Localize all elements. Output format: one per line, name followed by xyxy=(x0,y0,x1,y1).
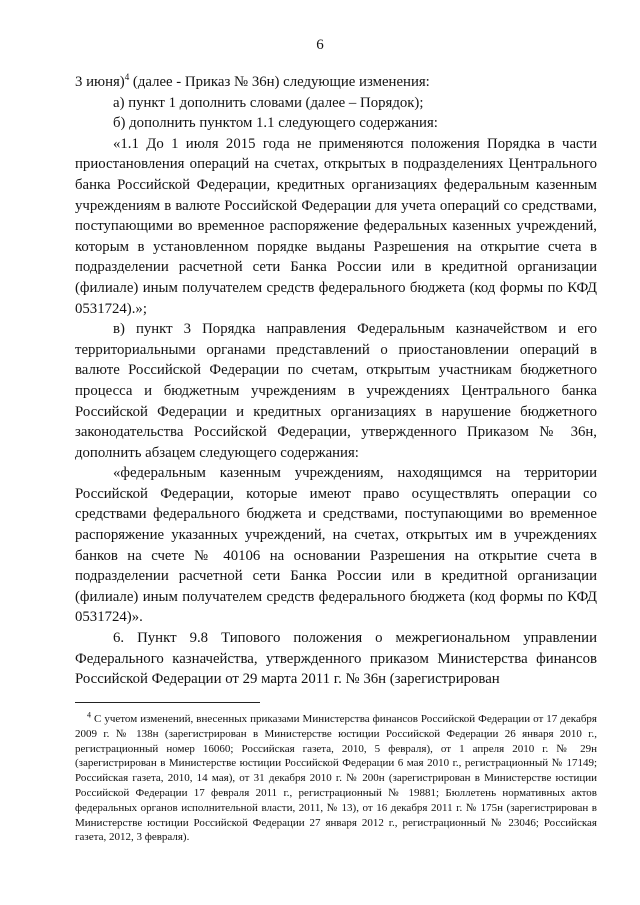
footnote-text: С учетом изменений, внесенных приказами Министерства финансов Российской Федерации от 17 декабря 2009 г. № 138н (зарегистрирован в Министерстве юстиции Российской Федерации 26 января 2010 г., регистрационный номер 16060; Российская газета, 2010, 5 февраля), от 1 апреля 2010 г. № 29н (зарегистрирован в Министерстве юстиции Российской Федерации 6 мая 2010 г., регистрационный № 17149; Российская газета, 2010, 14 мая), от 31 декабря 2010 г. № 200н (зарегистрирован в Министерстве юстиции Российской Федерации 17 февраля 2011 г., регистрационный № 19881; Бюллетень нормативных актов федеральных органов исполнительной власти, 2011, № 13), от 16 декабря 2011 г. № 175н (зарегистрирован в Министерстве юстиции Российской Федерации 27 января 2012 г., регистрационный № 23046; Российская газета, 2012, 3 февраля). xyxy=(75,713,597,844)
quoted-clause-1-1: «1.1 До 1 июля 2015 года не применяются положения Порядка в части приостановления операций на счетах, открытых в подразделениях Центрального банка Российской Федерации, кредитных организациях федеральным казенным учреждениям в валюте Российской Федерации для учета операций со средствами, поступающими во временное распоряжение федеральных казенных учреждений, которым в установленном порядке выданы Разрешения на открытие счета в подразделении расчетной сети Банка России или в кредитной организации (филиале) иным получателем средств федерального бюджета (код формы по КФД 0531724).»; xyxy=(75,135,597,317)
amendment-item-a: а) пункт 1 дополнить словами (далее – Порядок); xyxy=(113,94,424,111)
footnote xyxy=(75,712,597,845)
section-6-paragraph: 6. Пункт 9.8 Типового положения о межрегиональном управлении Федерального казначейства, утвержденного приказом Министерства финансов Российской Федерации от 29 марта 2011 г. № 36н (зарегистрирован xyxy=(75,630,597,688)
footnote-divider xyxy=(75,702,260,703)
amendment-item-c: в) пункт 3 Порядка направления Федеральным казначейством и его территориальными органами представлений о приостановлении операций в валюте Российской Федерации по счетам, открытым участникам бюджетного процесса и бюджетным учреждениям в учреждениях Центрального банка Российской Федерации и кредитных организациях в нарушение бюджетного законодательства Российской Федерации, утвержденного Приказом № 36н, дополнить абзацем следующего содержания: xyxy=(75,321,597,461)
document-body xyxy=(75,72,597,690)
page-number: 6 xyxy=(316,37,324,53)
footnote-reference: 4 xyxy=(124,72,130,83)
intro-text-end: (далее - Приказ № 36н) следующие изменения: xyxy=(129,74,430,90)
quoted-paragraph-addition: «федеральным казенным учреждениям, находящимся на территории Российской Федерации, которые имеют право осуществлять операции со средствами федерального бюджета и средствами, поступающими во временное распоряжение указанных учреждений, на счетах, открытых им в учреждениях банков на счете № 40106 на основании Разрешения на открытие счета в подразделении расчетной сети Банка России или в кредитной организации (филиале) иным получателем средств федерального бюджета (код формы по КФД 0531724)». xyxy=(75,465,597,626)
footnote-marker: 4 xyxy=(87,710,91,720)
amendment-item-b: б) дополнить пунктом 1.1 следующего содержания: xyxy=(113,115,438,132)
intro-continuation-paragraph xyxy=(75,72,597,93)
intro-text-start: 3 июня) xyxy=(75,74,125,90)
